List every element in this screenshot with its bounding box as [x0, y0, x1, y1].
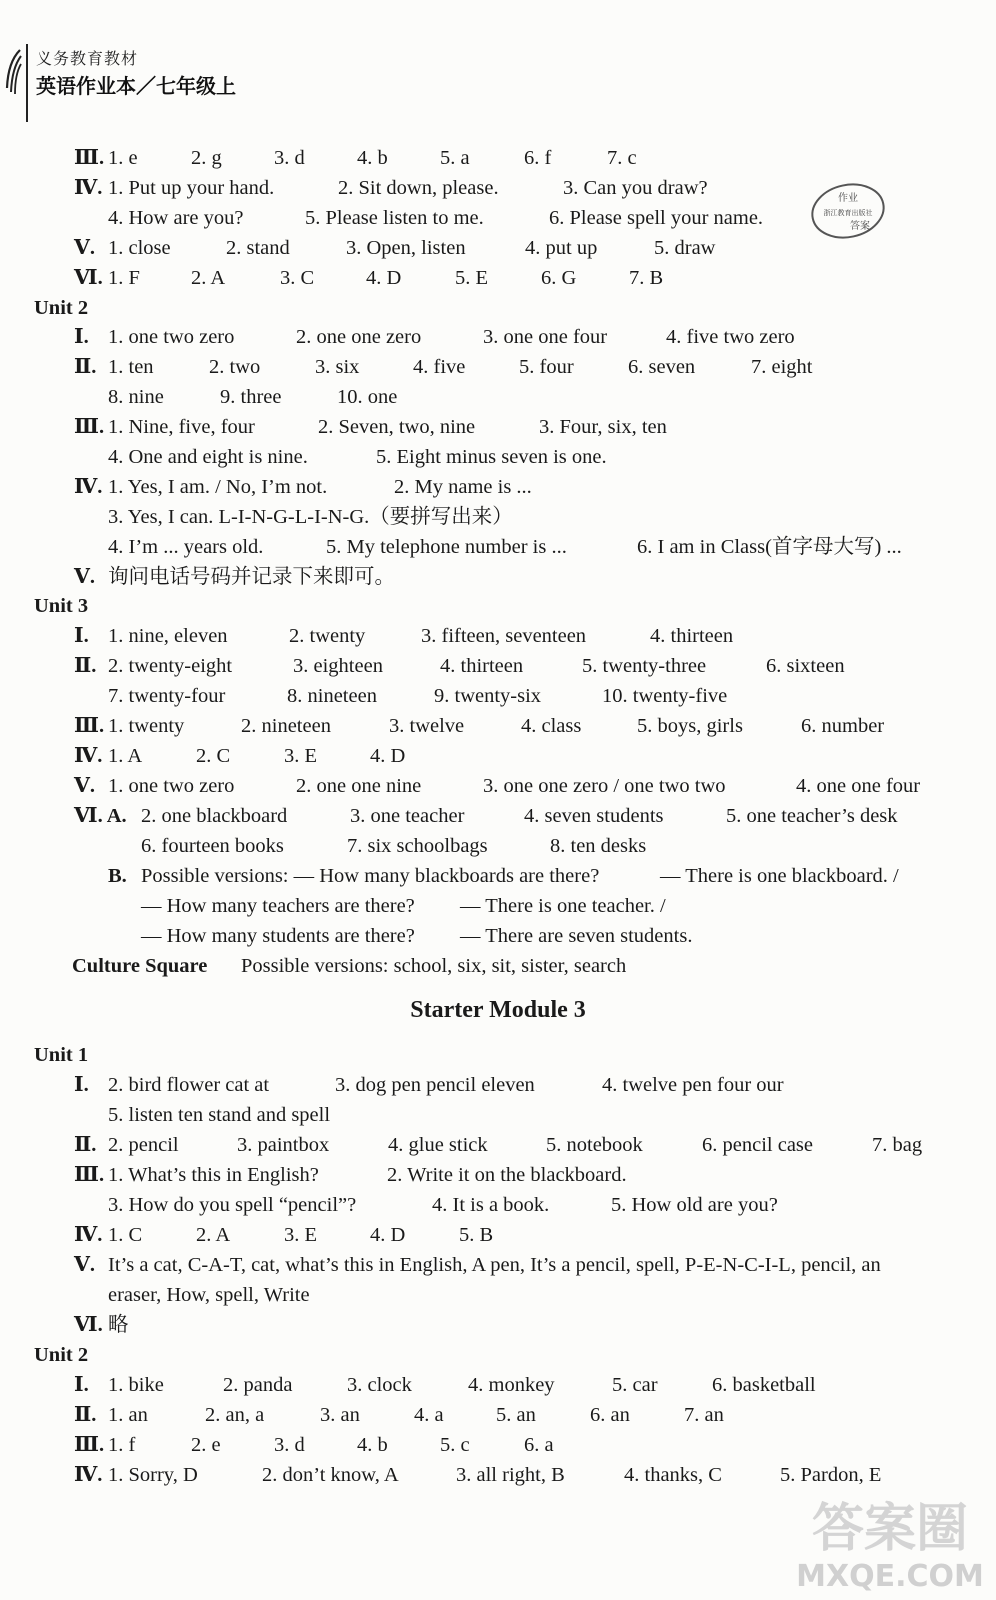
answer-item: 3. eighteen — [293, 655, 383, 677]
answer-item: 1. one two zero — [108, 326, 235, 348]
answer-item: 5. listen ten stand and spell — [108, 1104, 331, 1126]
answer-item: 3. one one zero / one two two — [483, 775, 726, 797]
exercise-number: Ⅴ. — [74, 1254, 96, 1276]
answer-line — [0, 923, 996, 949]
answer-line — [0, 474, 996, 500]
answer-item: Possible versions: school, six, sit, sister, search — [241, 955, 627, 977]
exercise-number: Ⅲ. — [74, 715, 105, 737]
exercise-number: Ⅵ. — [74, 267, 103, 289]
answer-item: 2. an, a — [205, 1404, 265, 1426]
unit-heading: Unit 2 — [34, 297, 89, 319]
answer-line — [0, 1462, 996, 1488]
answer-item: 5. twenty-three — [582, 655, 707, 677]
answer-item: 5. boys, girls — [637, 715, 743, 737]
answer-item: 4. It is a book. — [432, 1194, 550, 1216]
answer-item: 4. b — [357, 1434, 388, 1456]
answer-item: 6. G — [541, 267, 577, 289]
answer-item: 4. D — [370, 1224, 406, 1246]
answer-line — [0, 1252, 996, 1278]
answer-item: 1. F — [108, 267, 140, 289]
answer-item: 6. f — [524, 147, 552, 169]
answer-item: 3. E — [284, 1224, 318, 1246]
answer-item: 7. bag — [872, 1134, 923, 1156]
answer-item: 2. stand — [226, 237, 290, 259]
answer-item: 3. all right, B — [456, 1464, 565, 1486]
answer-item: 4. twelve pen four our — [602, 1074, 784, 1096]
answer-item: 5. Eight minus seven is one. — [376, 446, 607, 468]
answer-item: 5. Please listen to me. — [305, 207, 484, 229]
answer-line — [0, 1432, 996, 1458]
answer-item: 9. twenty-six — [434, 685, 542, 707]
answer-line — [0, 1162, 996, 1188]
answer-item: 1. C — [108, 1224, 143, 1246]
answer-item: — There are seven students. — [460, 925, 693, 947]
answer-item: 6. pencil case — [702, 1134, 813, 1156]
answer-item: 3. Can you draw? — [563, 177, 708, 199]
answer-line — [0, 534, 996, 560]
answer-item: 8. ten desks — [550, 835, 647, 857]
answer-item: 6. sixteen — [766, 655, 845, 677]
answer-item: 2. A — [196, 1224, 231, 1246]
answer-line — [0, 1312, 996, 1338]
answer-line — [0, 773, 996, 799]
answer-item: 4. one one four — [796, 775, 921, 797]
answer-item: 10. twenty-five — [602, 685, 728, 707]
answer-item: 2. nineteen — [241, 715, 331, 737]
answer-line — [0, 1102, 996, 1128]
answer-line — [0, 384, 996, 410]
exercise-number: Ⅳ. — [74, 1464, 103, 1486]
answer-line — [0, 653, 996, 679]
exercise-number: Ⅴ. — [74, 237, 96, 259]
answer-item: 4. a — [414, 1404, 444, 1426]
stamp-mid-text: 浙江教育出版社 — [823, 209, 873, 217]
exercise-number: Ⅲ. — [74, 1434, 105, 1456]
answer-item: 2. Sit down, please. — [338, 177, 499, 199]
exercise-number: Ⅱ. — [74, 356, 97, 378]
answer-item: 4. five — [413, 356, 466, 378]
exercise-number: Ⅲ. — [74, 147, 105, 169]
answer-item: 2. panda — [223, 1374, 293, 1396]
exercise-number: Ⅵ. — [74, 1314, 103, 1336]
answer-item: 询问电话号码并记录下来即可。 — [108, 566, 395, 588]
book-title: 英语作业本／七年级上 — [36, 74, 236, 98]
answer-item: 2. A — [191, 267, 226, 289]
answer-item: 7. twenty-four — [108, 685, 226, 707]
answer-item: 6. fourteen books — [141, 835, 284, 857]
answer-item: 1. What’s this in English? — [108, 1164, 319, 1186]
answer-item: 3. an — [320, 1404, 360, 1426]
answer-item: 8. nine — [108, 386, 164, 408]
answer-item: 6. Please spell your name. — [549, 207, 764, 229]
answer-line — [0, 803, 996, 829]
exercise-number: Ⅰ. — [74, 1374, 89, 1396]
answer-item: 7. B — [629, 267, 664, 289]
exercise-number: Ⅰ. — [74, 625, 89, 647]
module-title: Starter Module 3 — [410, 997, 586, 1023]
answer-item: 4. thirteen — [650, 625, 734, 647]
answer-item: 6. basketball — [712, 1374, 816, 1396]
answer-item: 5. My telephone number is ... — [326, 536, 567, 558]
answer-item: 5. Pardon, E — [780, 1464, 882, 1486]
exercise-number: B. — [108, 865, 127, 887]
answer-item: 2. one one zero — [296, 326, 422, 348]
answer-item: 4. glue stick — [388, 1134, 488, 1156]
answer-item: It’s a cat, C-A-T, cat, what’s this in English, A pen, It’s a pencil, spell, P-E-N-C-I-L, pencil, an — [108, 1254, 881, 1276]
answer-item: 3. E — [284, 745, 318, 767]
answer-item: 1. Yes, I am. / No, I’m not. — [108, 476, 328, 498]
answer-item: 4. D — [370, 745, 406, 767]
answer-item: — How many students are there? — [141, 925, 415, 947]
answer-item: 2. Write it on the blackboard. — [387, 1164, 627, 1186]
answer-item: 4. put up — [525, 237, 598, 259]
answer-line — [0, 265, 996, 291]
exercise-number: Ⅰ. — [74, 326, 89, 348]
answer-item: 1. an — [108, 1404, 148, 1426]
stamp-bottom-text: 答案 — [850, 221, 870, 232]
answer-line — [0, 324, 996, 350]
answer-item: 6. seven — [628, 356, 696, 378]
answer-item: 1. e — [108, 147, 138, 169]
answer-line — [0, 893, 996, 919]
answer-item: 3. Open, listen — [346, 237, 466, 259]
answer-item: 2. C — [196, 745, 231, 767]
exercise-number: Ⅴ. — [74, 566, 96, 588]
answer-item: 1. twenty — [108, 715, 185, 737]
answer-item: 9. three — [220, 386, 282, 408]
answer-line — [0, 833, 996, 859]
answer-line — [0, 1282, 996, 1308]
series-label: 义务教育教材 — [36, 49, 139, 68]
answer-item: 1. nine, eleven — [108, 625, 228, 647]
answer-item: 3. clock — [347, 1374, 412, 1396]
answer-line — [0, 1132, 996, 1158]
answer-item: 3. six — [315, 356, 360, 378]
answer-item: 1. Put up your hand. — [108, 177, 275, 199]
answer-item: 4. One and eight is nine. — [108, 446, 308, 468]
answer-item: 4. D — [366, 267, 402, 289]
answer-item: — There is one teacher. / — [460, 895, 666, 917]
approval-stamp — [808, 180, 888, 242]
answer-item: 8. nineteen — [287, 685, 377, 707]
answer-item: 4. b — [357, 147, 388, 169]
answer-item: 1. one two zero — [108, 775, 235, 797]
exercise-number: Ⅲ. — [74, 1164, 105, 1186]
answer-item: 2. one one nine — [296, 775, 422, 797]
answer-item: 5. an — [496, 1404, 536, 1426]
exercise-number: Ⅴ. — [74, 775, 96, 797]
answer-line — [0, 145, 996, 171]
answer-item: 2. twenty-eight — [108, 655, 233, 677]
answer-item: 4. thirteen — [440, 655, 524, 677]
answer-item: 5. draw — [654, 237, 716, 259]
answer-item: 1. close — [108, 237, 171, 259]
answer-line — [0, 564, 996, 590]
answer-item: Possible versions: — How many blackboards are there? — [141, 865, 600, 887]
exercise-number: Ⅱ. — [74, 1404, 97, 1426]
answer-item: 1. Sorry, D — [108, 1464, 198, 1486]
answer-item: 5. c — [440, 1434, 470, 1456]
answer-item: 6. I am in Class(首字母大写) ... — [637, 536, 902, 558]
answer-item: 7. an — [684, 1404, 724, 1426]
unit-heading: Unit 1 — [34, 1044, 89, 1066]
answer-line — [0, 1372, 996, 1398]
answer-line — [0, 953, 996, 979]
answer-item: 略 — [108, 1314, 129, 1336]
answer-item: 2. g — [191, 147, 222, 169]
answer-item: — How many teachers are there? — [141, 895, 415, 917]
answer-line — [0, 623, 996, 649]
answer-item: 5. four — [519, 356, 574, 378]
answer-line — [0, 743, 996, 769]
answer-item: 6. an — [590, 1404, 630, 1426]
answer-line — [0, 444, 996, 470]
answer-item: 10. one — [337, 386, 398, 408]
answer-item: 2. bird flower cat at — [108, 1074, 270, 1096]
answer-item: 3. dog pen pencil eleven — [335, 1074, 535, 1096]
answer-item: 7. six schoolbags — [347, 835, 488, 857]
answer-line — [0, 683, 996, 709]
unit-heading: Unit 2 — [34, 1344, 89, 1366]
answer-item: 5. How old are you? — [611, 1194, 778, 1216]
answer-item: 1. Nine, five, four — [108, 416, 255, 438]
answer-line — [0, 414, 996, 440]
exercise-number: Ⅱ. — [74, 1134, 97, 1156]
answer-item: 5. one teacher’s desk — [726, 805, 898, 827]
answer-line — [0, 504, 996, 530]
exercise-number: Ⅳ. — [74, 1224, 103, 1246]
answer-item: 3. one one four — [483, 326, 608, 348]
answer-item: 1. bike — [108, 1374, 164, 1396]
answer-item: 2. one blackboard — [141, 805, 288, 827]
answer-item: 4. seven students — [524, 805, 664, 827]
answer-item: 5. E — [455, 267, 489, 289]
answer-item: 1. ten — [108, 356, 154, 378]
answer-line — [0, 354, 996, 380]
answer-item: 1. f — [108, 1434, 136, 1456]
answer-item: 2. twenty — [289, 625, 366, 647]
exercise-number: Culture Square — [72, 955, 208, 977]
answer-line — [0, 713, 996, 739]
stamp-top-text: 作业 — [838, 193, 858, 204]
site-watermark — [792, 1488, 988, 1596]
answer-item: 2. My name is ... — [394, 476, 532, 498]
exercise-number: Ⅰ. — [74, 1074, 89, 1096]
exercise-number: Ⅱ. — [74, 655, 97, 677]
answer-item: — There is one blackboard. / — [660, 865, 899, 887]
answer-item: 3. Four, six, ten — [539, 416, 667, 438]
answer-item: 2. e — [191, 1434, 221, 1456]
exercise-number: Ⅳ. — [74, 177, 103, 199]
answer-item: 4. How are you? — [108, 207, 244, 229]
answer-item: 3. C — [280, 267, 315, 289]
answer-item: 6. number — [801, 715, 885, 737]
answer-item: 3. d — [274, 147, 305, 169]
answer-item: 3. one teacher — [350, 805, 465, 827]
answer-line — [0, 1222, 996, 1248]
answer-item: 4. monkey — [468, 1374, 555, 1396]
answer-item: 4. thanks, C — [624, 1464, 722, 1486]
watermark-logo-text: 答案圈 — [811, 1499, 969, 1559]
answer-item: 2. two — [209, 356, 261, 378]
answer-item: 3. d — [274, 1434, 305, 1456]
answer-item: 7. eight — [751, 356, 813, 378]
answer-item: 7. c — [607, 147, 637, 169]
answer-line — [0, 1192, 996, 1218]
answer-item: 5. car — [612, 1374, 658, 1396]
answer-item: 4. class — [521, 715, 582, 737]
exercise-number: Ⅵ. A. — [74, 805, 127, 827]
exercise-number: Ⅳ. — [74, 476, 103, 498]
answer-item: eraser, How, spell, Write — [108, 1284, 310, 1306]
exercise-number: Ⅲ. — [74, 416, 105, 438]
answer-item: 2. don’t know, A — [262, 1464, 399, 1486]
answer-item: 3. Yes, I can. L-I-N-G-L-I-N-G.（要拼写出来） — [108, 506, 513, 528]
exercise-number: Ⅳ. — [74, 745, 103, 767]
answer-line — [0, 1072, 996, 1098]
watermark-url-text: MXQE.COM — [796, 1559, 984, 1594]
answer-item: 6. a — [524, 1434, 554, 1456]
answer-line — [0, 863, 996, 889]
answer-item: 3. fifteen, seventeen — [421, 625, 587, 647]
answer-item: 3. paintbox — [237, 1134, 330, 1156]
answer-item: 3. How do you spell “pencil”? — [108, 1194, 357, 1216]
answer-item: 5. a — [440, 147, 470, 169]
answer-item: 2. pencil — [108, 1134, 179, 1156]
answer-line — [0, 1402, 996, 1428]
answer-item: 4. five two zero — [666, 326, 795, 348]
answer-item: 4. I’m ... years old. — [108, 536, 264, 558]
answer-item: 2. Seven, two, nine — [318, 416, 476, 438]
unit-heading: Unit 3 — [34, 595, 89, 617]
answer-item: 5. notebook — [546, 1134, 643, 1156]
answer-item: 3. twelve — [389, 715, 465, 737]
answer-item: 5. B — [459, 1224, 494, 1246]
answer-item: 1. A — [108, 745, 143, 767]
